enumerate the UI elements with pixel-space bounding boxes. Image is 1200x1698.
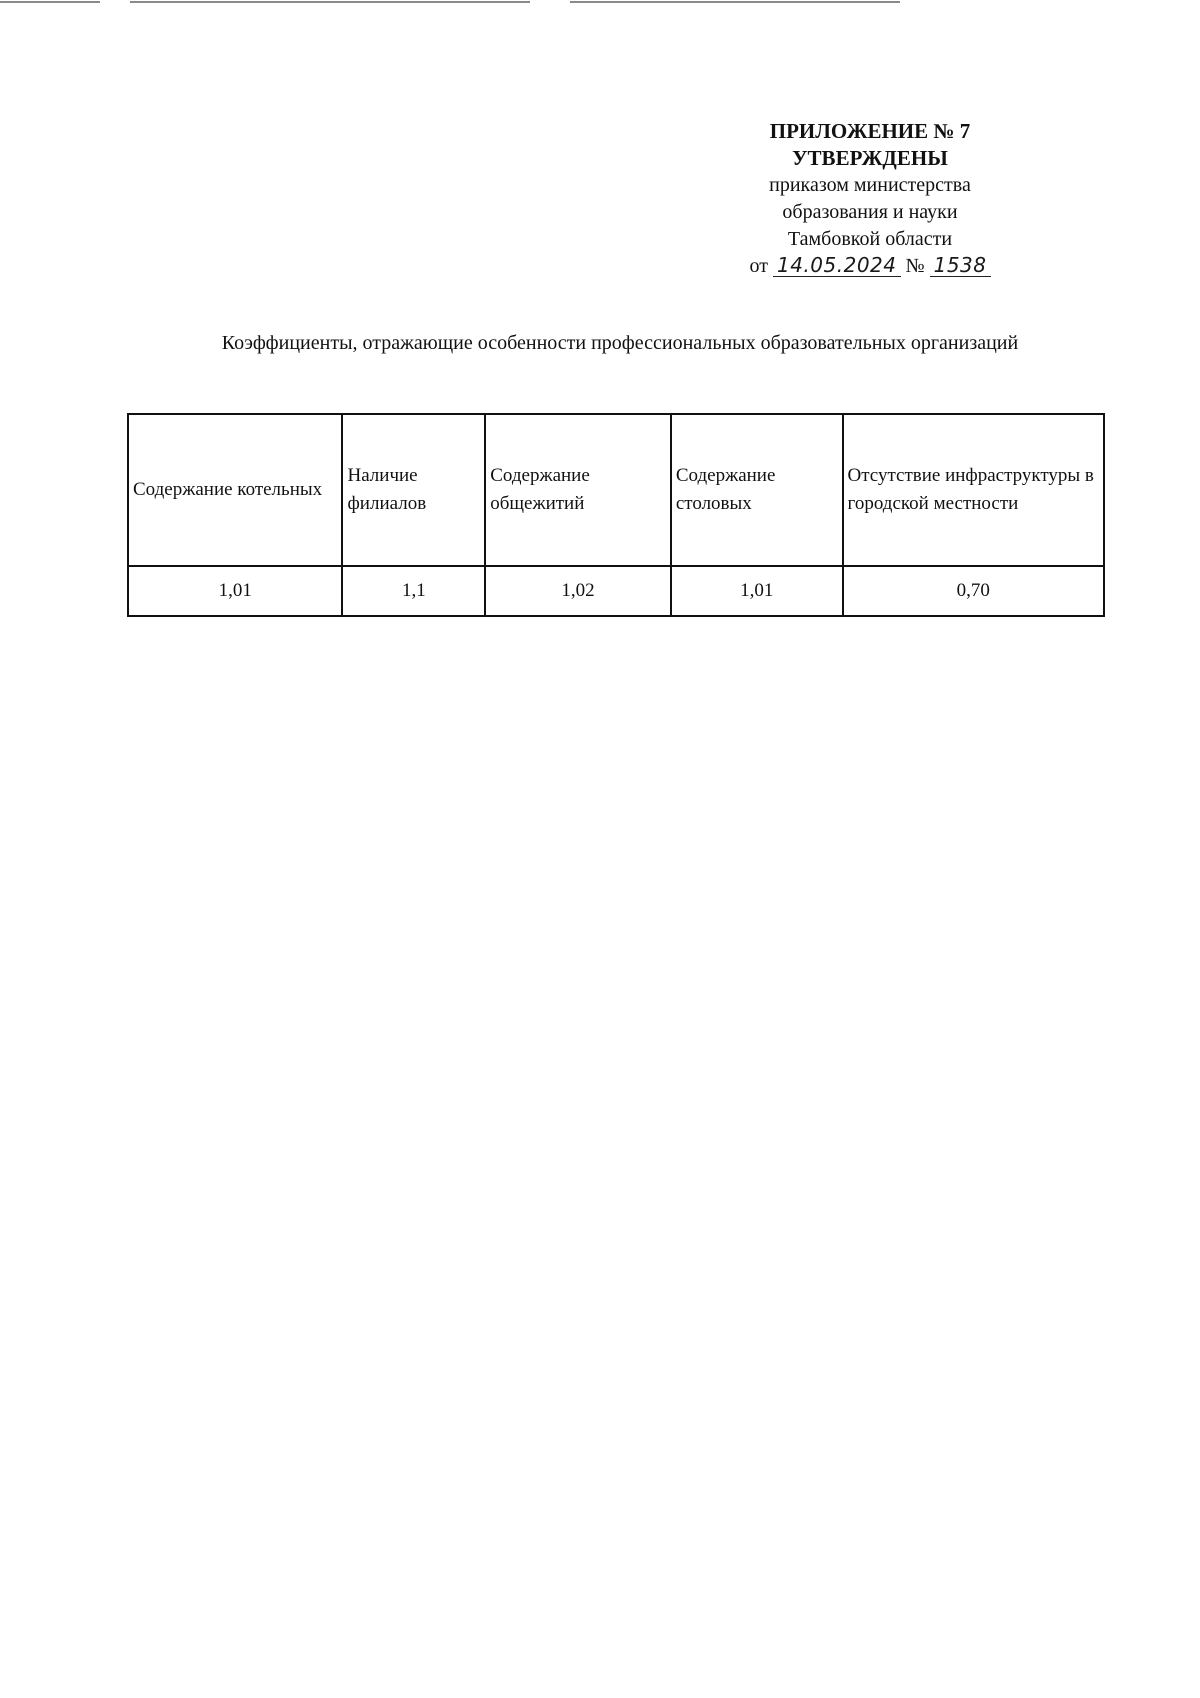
approval-block xyxy=(720,118,1020,280)
order-date-number-line xyxy=(720,253,1020,280)
approval-line-1: приказом министерства xyxy=(769,174,971,196)
header-boilers: Содержание котельных xyxy=(128,414,342,566)
approved-label: УТВЕРЖДЕНЫ xyxy=(792,146,948,170)
header-branches: Наличие филиалов xyxy=(342,414,485,566)
number-label: № xyxy=(905,255,925,277)
table-header-row xyxy=(128,414,1104,566)
value-dormitories: 1,02 xyxy=(485,566,671,616)
value-boilers: 1,01 xyxy=(128,566,342,616)
table-row xyxy=(128,566,1104,616)
header-canteens: Содержание столовых xyxy=(671,414,843,566)
header-dormitories: Содержание общежитий xyxy=(485,414,671,566)
coefficients-table xyxy=(127,413,1105,617)
value-branches: 1,1 xyxy=(342,566,485,616)
scan-edge-artifact xyxy=(0,0,1200,6)
handwritten-date: 14.05.2024 xyxy=(773,254,901,277)
from-label: от xyxy=(749,255,768,277)
approval-line-2: образования и науки xyxy=(782,201,958,223)
header-no-urban-infrastructure: Отсутствие инфраструктуры в городской местности xyxy=(843,414,1104,566)
approval-line-3: Тамбовкой области xyxy=(787,228,953,250)
appendix-number: ПРИЛОЖЕНИЕ № 7 xyxy=(769,119,971,143)
value-no-urban-infrastructure: 0,70 xyxy=(843,566,1104,616)
handwritten-order-number: 1538 xyxy=(930,254,991,277)
value-canteens: 1,01 xyxy=(671,566,843,616)
document-title: Коэффициенты, отражающие особенности профессиональных образовательных организаций xyxy=(221,332,1019,354)
